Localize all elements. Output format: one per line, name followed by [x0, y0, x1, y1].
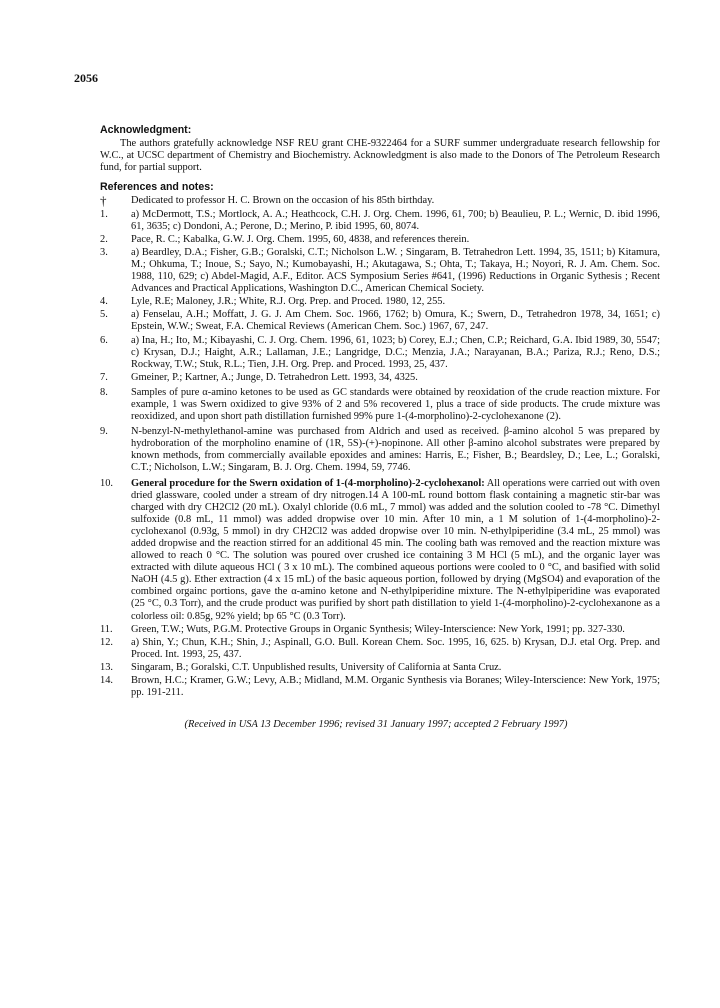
reference-number: 5. [100, 309, 108, 321]
reference-text: a) Shin, Y.; Chun, K.H.; Shin, J.; Aspinall, G.O. Bull. Korean Chem. Soc. 1995, 16, 625. b) Krysan, D.J. etal Org. Prep. and Proced. Int. 1993, 25, 437. [131, 636, 660, 660]
reference-item [100, 309, 660, 333]
reference-text: Dedicated to professor H. C. Brown on the occasion of his 85th birthday. [131, 195, 435, 207]
reference-text: a) Fenselau, A.H.; Moffatt, J. G. J. Am Chem. Soc. 1966, 1762; b) Omura, K.; Swern, D., Tetrahedron 1978, 34, 1651; c) Epstein, W.W.; Sweat, F.A. Chemical Reviews (American Chem. Soc.) 1967, 67, 247. [131, 309, 660, 333]
reference-number: 2. [100, 233, 108, 245]
reference-item [100, 247, 660, 295]
acknowledgment-section [100, 124, 660, 174]
reference-number: 13. [100, 661, 113, 673]
reference-text: Green, T.W.; Wuts, P.G.M. Protective Groups in Organic Synthesis; Wiley-Interscience: New York, 1991; pp. 327-330. [131, 623, 625, 635]
acknowledgment-heading: Acknowledgment: [100, 124, 192, 136]
received-dates: (Received in USA 13 December 1996; revised 31 January 1997; accepted 2 February 1997) [184, 719, 568, 731]
reference-number: 8. [100, 386, 108, 398]
reference-text: Lyle, R.E; Maloney, J.R.; White, R.J. Org. Prep. and Proced. 1980, 12, 255. [131, 296, 446, 308]
reference-number: 14. [100, 675, 113, 687]
procedure-title: General procedure for the Swern oxidation of 1-(4-morpholino)-2-cyclohexanol: [131, 477, 485, 489]
acknowledgment-text: The authors gratefully acknowledge NSF REU grant CHE-9322464 for a SURF summer undergraduate research fellowship for W.C., at UCSC department of Chemistry and Biochemistry. Acknowledgment is also made to the Donors of The Petroleum Research fund, for partial support. [100, 138, 660, 174]
reference-text: Samples of pure α-amino ketones to be used as GC standards were obtained by reoxidation of the crude reaction mixture. For example, 1 was Swern oxidized to give 93% of 2 and 5% recovered 1, plus a trace of side products. The crude mixture was reoxidized, and upon short path distillation furnished 99% pure 1-(4-morpholino)-2-cyclohexanone (2). [131, 386, 660, 423]
reference-item [100, 426, 660, 474]
reference-item [100, 372, 660, 384]
procedure-text: All operations were carried out with oven dried glassware, cooled under a stream of dry nitrogen.14 A 100-mL round bottom flask containing a magnetic stir-bar was charged with dry CH2Cl2 (20 mL). Oxalyl chloride (0.6 mL, 7 mmol) was added and the solution cooled to -78 °C. Dimethyl sulfoxide (0.8 mL, 11 mmol) was added dropwise over 10 min. After 10 min, a 1 M solution of 1-(4-morpholino)-2-cyclohexanol (0.93g, 5 mmol) in dry CH2Cl2 was added dropwise over 10 min. N-ethylpiperidine (3.4 mL, 25 mmol) was added dropwise and the reaction stirred for an additional 45 min. The cooling bath was removed and the reaction mixture was allowed to reach 0 °C. The solution was poured over crushed ice containing 3 M HCl (5 mL), and the organic layer was extracted with dilute aqueous HCl ( 3 x 10 mL). The combined aqueous portions were cooled to 0 °C, and basified with solid NaOH (4.5 g). Ether extraction (4 x 15 mL) of the basic aqueous portion, followed by drying (MgSO4) and evaporation of the combined orgainc portions, gave the α-amino ketone and N-ethylpiperidine mixture. The N-ethylpiperidine was evaporated (25 °C, 0.3 Torr), and the crude product was purified by short path distillation to yield 1-(4-morpholino)-2-cyclohexanone as a colorless oil: 0.85g, 92% yield; bp 65 °C (0.3 Torr). [131, 477, 660, 622]
reference-number: 3. [100, 246, 108, 258]
reference-item [100, 387, 660, 423]
reference-list [100, 195, 660, 699]
references-section [100, 181, 660, 699]
reference-item [100, 675, 660, 699]
reference-item [100, 234, 660, 246]
reference-text: Pace, R. C.; Kabalka, G.W. J. Org. Chem. 1995, 60, 4838, and references therein. [131, 233, 470, 245]
reference-text [131, 478, 660, 623]
reference-item [100, 662, 660, 674]
reference-number: 11. [100, 623, 113, 635]
reference-text: a) Beardley, D.A.; Fisher, G.B.; Goralski, C.T.; Nicholson L.W. ; Singaram, B. Tetrahedron Lett. 1994, 35, 1511; b) Kitamura, M.; Ohkuma, T.; Inoue, S.; Sayo, N.; Kumobayashi, H.; Akutagawa, S.; Ohta, T.; Takaya, H.; Noyori, R. J. Am. Chem. Soc. 1988, 110, 629; c) Abdel-Magid, A.F., Editor. ACS Symposium Series #641, (1996) Reductions in Organic Sythesis ; Recent Advances and Practical Applications, Washington D.C., American Chemical Society. [131, 246, 660, 295]
page-number: 2056 [74, 71, 98, 85]
references-heading: References and notes: [100, 181, 214, 194]
reference-number: 10. [100, 477, 113, 489]
reference-text: Singaram, B.; Goralski, C.T. Unpublished results, University of California at Santa Cruz. [131, 661, 502, 673]
reference-number: † [100, 193, 107, 209]
reference-number: 1. [100, 208, 108, 220]
reference-item [100, 624, 660, 636]
reference-number: 9. [100, 426, 108, 438]
reference-text: Brown, H.C.; Kramer, G.W.; Levy, A.B.; Midland, M.M. Organic Synthesis via Boranes; Wiley-Interscience: New York, 1975; pp. 191-211. [131, 675, 660, 699]
reference-number: 4. [100, 296, 108, 308]
reference-item [100, 335, 660, 371]
reference-text: a) McDermott, T.S.; Mortlock, A. A.; Heathcock, C.H. J. Org. Chem. 1996, 61, 700; b) Beaulieu, P. L.; Wernic, D. ibid 1996, 61, 3635; c) Dondoni, A.; Perone, D.; Merino, P. ibid 1995, 60, 8074. [131, 208, 660, 232]
reference-number: 6. [100, 334, 108, 346]
reference-text: Gmeiner, P.; Kartner, A.; Junge, D. Tetrahedron Lett. 1993, 34, 4325. [131, 371, 418, 383]
reference-text: a) Ina, H.; Ito, M.; Kibayashi, C. J. Org. Chem. 1996, 61, 1023; b) Corey, E.J.; Chen, C.P.; Reichard, G.A. Ibid 1989, 30, 5547; c) Krysan, D.J.; Haight, A.R.; Lallaman, J.E.; Langridge, D.C.; Menzia, J.A.; Narayanan, B.A.; Pariza, R.J.; Reno, D.S.; Rockway, T.W.; Stuk, R.L.; Tien, J.H. Org. Prep. and Proced. 1993, 25, 437. [131, 334, 660, 370]
reference-item [100, 637, 660, 661]
reference-item [100, 209, 660, 233]
reference-text: N-benzyl-N-methylethanol-amine was purchased from Aldrich and used as received. β-amino alcohol 5 was prepared by hydroboration of the morpholino enamine of (1R, 5S)-(+)-nopinone. All other β-amino alcohol substrates were prepared by known methods, from commercially available epoxides and amines: Harris, E.; Fisher, B.; Beardsley, D.; Lee, L.; Goralski, C.T.; Nicholson, L.W.; Singaram, B. J. Org. Chem. 1994, 59, 7746. [131, 426, 660, 474]
reference-number: 7. [100, 371, 108, 383]
reference-item [100, 296, 660, 308]
reference-item [100, 195, 660, 207]
article-body [100, 124, 660, 742]
reference-number: 12. [100, 636, 113, 648]
reference-item [100, 478, 660, 623]
